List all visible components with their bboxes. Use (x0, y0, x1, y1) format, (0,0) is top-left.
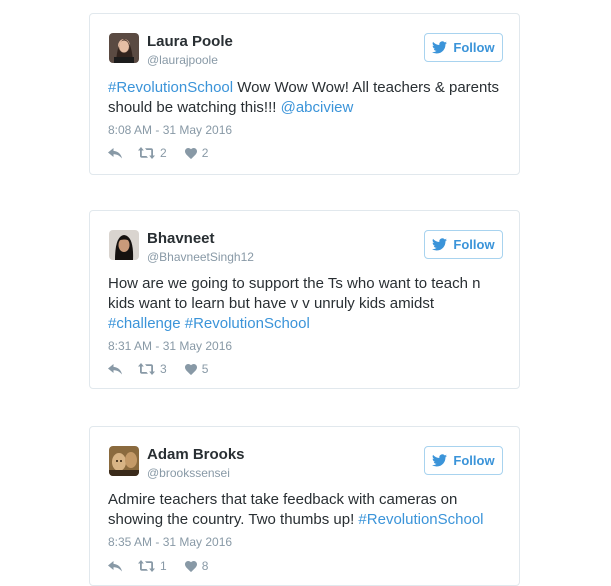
like-count: 2 (201, 146, 209, 160)
hashtag-link[interactable]: #RevolutionSchool (184, 315, 310, 332)
retweet-button[interactable] (138, 146, 167, 160)
retweet-count: 1 (160, 559, 167, 573)
retweet-button[interactable] (138, 559, 167, 573)
author-handle[interactable]: @BhavneetSingh12 (147, 250, 254, 264)
like-button[interactable] (185, 146, 209, 160)
retweet-icon (138, 363, 155, 375)
avatar[interactable] (109, 33, 139, 63)
reply-icon (108, 364, 122, 375)
tweet-actions (108, 361, 208, 377)
author-name[interactable]: Bhavneet (147, 230, 215, 247)
follow-button[interactable] (424, 33, 503, 62)
author-name[interactable]: Adam Brooks (147, 446, 245, 463)
heart-icon (185, 364, 197, 375)
like-button[interactable] (185, 559, 209, 573)
author-name[interactable]: Laura Poole (147, 33, 233, 50)
retweet-count: 3 (160, 362, 167, 376)
heart-icon (185, 561, 197, 572)
tweet-text-segment: Admire teachers that take feedback with cameras on showing the country. Two thumbs up! (108, 491, 458, 528)
avatar[interactable] (109, 446, 139, 476)
follow-label: Follow (453, 453, 495, 468)
tweet-card (89, 426, 520, 586)
tweet-text-segment: How are we going to support the Ts who want to teach n kids want to learn but have v v unruly kids amidst (108, 275, 481, 312)
hashtag-link[interactable]: #RevolutionSchool (108, 79, 234, 96)
tweet-text (108, 78, 508, 118)
hashtag-link[interactable]: #RevolutionSchool (358, 511, 484, 528)
follow-button[interactable] (424, 230, 503, 259)
follow-button[interactable] (424, 446, 503, 475)
retweet-icon (138, 560, 155, 572)
hashtag-link[interactable]: #challenge (108, 315, 181, 332)
reply-icon (108, 148, 122, 159)
timestamp-link[interactable]: 8:35 AM - 31 May 2016 (108, 535, 233, 549)
twitter-bird-icon (432, 454, 447, 467)
reply-button[interactable] (108, 561, 124, 572)
tweet-card (89, 13, 520, 175)
retweet-count: 2 (160, 146, 167, 160)
timestamp-link[interactable]: 8:08 AM - 31 May 2016 (108, 123, 233, 137)
author-handle[interactable]: @brookssensei (147, 466, 230, 480)
follow-label: Follow (453, 40, 495, 55)
like-count: 8 (201, 559, 209, 573)
reply-icon (108, 561, 122, 572)
author-handle[interactable]: @laurajpoole (147, 53, 218, 67)
like-button[interactable] (185, 362, 209, 376)
tweet-actions (108, 558, 208, 574)
heart-icon (185, 148, 197, 159)
retweet-icon (138, 147, 155, 159)
tweet-actions (108, 145, 208, 161)
like-count: 5 (201, 362, 209, 376)
tweet-text-segment: Wow Wow Wow! All teachers & parents should be watching this!!! (108, 79, 500, 116)
tweet-card (89, 210, 520, 389)
reply-button[interactable] (108, 364, 124, 375)
avatar[interactable] (109, 230, 139, 260)
follow-label: Follow (453, 237, 495, 252)
tweet-text (108, 490, 508, 530)
timestamp-link[interactable]: 8:31 AM - 31 May 2016 (108, 339, 233, 353)
twitter-bird-icon (432, 41, 447, 54)
retweet-button[interactable] (138, 362, 167, 376)
tweet-text (108, 274, 508, 334)
mention-link[interactable]: @abciview (280, 99, 354, 116)
reply-button[interactable] (108, 148, 124, 159)
twitter-bird-icon (432, 238, 447, 251)
